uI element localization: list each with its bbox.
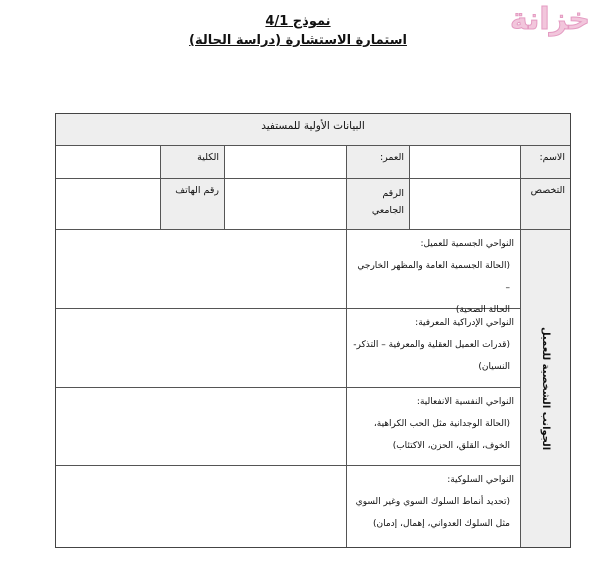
age-field[interactable]	[225, 146, 347, 179]
phone-field[interactable]	[56, 179, 161, 230]
cognitive-aspect-label: النواحي الإدراكية المعرفية: (قدرات العميل العقلية والمعرفية – التذكر- النسيان)	[347, 309, 521, 388]
form-title: استمارة الاستشارة (دراسة الحالة)	[189, 33, 407, 48]
student-number-field[interactable]	[225, 179, 347, 230]
phone-label: رقم الهاتف	[161, 179, 225, 230]
personal-aspects-side-label: الجوانب الشخصية للعميل	[521, 230, 570, 547]
behavioral-aspect-field[interactable]	[56, 466, 347, 547]
student-number-label: الرقم الجامعي	[347, 179, 410, 230]
name-field[interactable]	[410, 146, 521, 179]
emotional-aspect-field[interactable]	[56, 388, 347, 466]
name-label: الاسم:	[521, 146, 570, 179]
physical-aspect-label: النواحي الجسمية للعميل: (الحالة الجسمية العامة والمظهر الخارجي – الحالة الصحية)	[347, 230, 521, 309]
case-study-form	[55, 113, 571, 548]
cognitive-aspect-field[interactable]	[56, 309, 347, 388]
physical-aspect-field[interactable]	[56, 230, 347, 309]
form-number-title: نموذج 4/1	[265, 14, 331, 29]
watermark-logo: خزانة	[509, 2, 590, 37]
college-field[interactable]	[56, 146, 161, 179]
specialty-field[interactable]	[410, 179, 521, 230]
specialty-label: التخصص	[521, 179, 570, 230]
section-header: البيانات الأولية للمستفيد	[56, 114, 570, 146]
college-label: الكلية	[161, 146, 225, 179]
behavioral-aspect-label: النواحي السلوكية: (تحديد أنماط السلوك السوي وغير السوي مثل السلوك العدواني، إهمال، إدمان)	[347, 466, 521, 547]
emotional-aspect-label: النواحي النفسية الانفعالية: (الحالة الوجدانية مثل الحب الكراهية، الخوف، القلق، الحزن، الاكتئاب)	[347, 388, 521, 466]
age-label: العمر:	[347, 146, 410, 179]
